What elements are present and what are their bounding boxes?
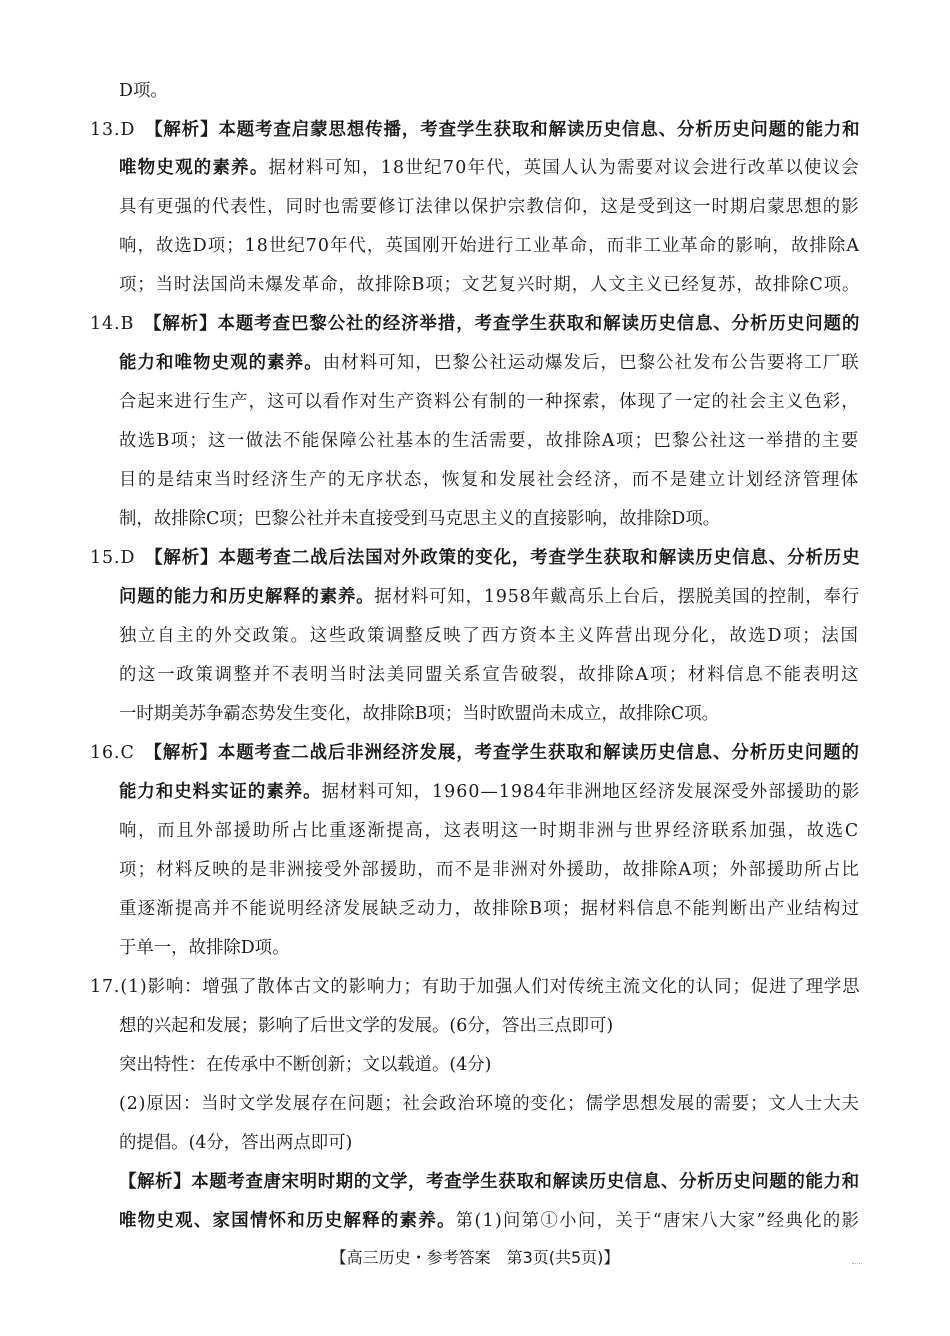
text-segment: 重逐渐提高并不能说明经济发展缺乏动力，故排除B项；据材料信息不能判断出产业结构过 [119,899,861,919]
text-line [119,194,860,220]
text-line [119,1091,860,1117]
bold-segment: 【解析】本题考查二战后法国对外政策的变化，考查学生获取和解读历史信息、分析历史 [153,548,861,568]
text-line [119,233,860,259]
text-line [119,584,860,610]
text-line [90,117,860,143]
text-segment: 据材料可知，18世纪70年代，英国人认为需要对议会进行改革以使议会 [268,158,861,178]
text-segment: 独立自主的外交政策。这些政策调整反映了西方资本主义阵营出现分化，故选D项；法国 [119,626,860,646]
text-line [119,896,860,922]
footer-label: 【高三历史・参考答案 第3页(共5页)】 [330,1248,620,1267]
footer-dots [852,1263,862,1267]
bold-segment: 能力和唯物史观的素养。 [119,353,323,373]
bold-segment: 【解析】本题考查唐宋明时期的文学，考查学生获取和解读历史信息、分析历史问题的能力和 [119,1172,860,1192]
text-segment: 具有更强的代表性，同时也需要修订法律以保护宗教信仰，这是受到这一时期启蒙思想的影 [119,197,860,217]
text-segment: 的这一政策调整并不表明当时法美同盟关系宣告破裂，故排除A项；材料信息不能表明这 [119,665,861,685]
text-segment: 响，而且外部援助所占比重逐渐提高，这表明这一时期非洲与世界经济联系加强，故选C [119,821,860,841]
bold-segment: 唯物史观的素养。 [119,158,269,178]
text-segment: 由材料可知，巴黎公社运动爆发后，巴黎公社发布公告要将工厂联 [322,353,860,373]
bold-segment: 问题的能力和历史解释的素养。 [119,587,375,607]
bold-segment: 能力和史料实证的素养。 [119,782,322,802]
text-line [119,701,719,727]
text-line [119,1169,860,1195]
bold-segment: 唯物史观、家国情怀和历史解释的素养。 [119,1211,456,1231]
text-line [119,818,860,844]
text-segment: 合起来进行生产，这可以看作对生产资料公有制的一种探索，体现了一定的社会主义色彩， [119,392,860,412]
text-segment: 据材料可知，1960—1984年非洲地区经济发展深受外部援助的影 [321,782,861,802]
text-segment: 目的是结束当时经济生产的无序状态，恢复和发展社会经济，而不是建立计划经济管理体 [119,470,860,490]
text-line [119,78,168,104]
text-segment: 项；当时法国尚未爆发革命，故排除B项；文艺复兴时期，人文主义已经复苏，故排除C项。 [119,275,861,295]
text-line [119,155,860,181]
text-line [119,428,860,454]
text-segment: 据材料可知，1958年戴高乐上台后，摆脱美国的控制，奉行 [374,587,861,607]
text-segment: 第(1)问第①小问，关于“唐宋八大家”经典化的影 [455,1211,861,1231]
text-segment: 16.C [90,743,154,763]
text-segment: 17.(1)影响：增强了散体古文的影响力；有助于加强人们对传统主流文化的认同；促进了理学思 [90,977,861,997]
text-line [119,350,860,376]
text-line [119,1130,352,1156]
text-segment: 突出特性：在传承中不断创新；文以载道。(4分) [119,1055,492,1075]
text-line [90,311,860,337]
text-line [119,272,860,298]
text-segment: (2)原因：当时文学发展存在问题；社会政治环境的变化；儒学思想发展的需要；文人士大夫 [119,1094,860,1114]
text-line [119,389,860,415]
text-line [119,779,860,805]
text-line [119,935,289,961]
bold-segment: 【解析】本题考查启蒙思想传播，考查学生获取和解读历史信息、分析历史问题的能力和 [153,120,861,140]
text-line [119,1208,860,1234]
text-segment: D项。 [119,81,168,101]
text-segment: 想的兴起和发展；影响了后世文学的发展。(6分，答出三点即可) [119,1016,614,1036]
text-line [90,740,860,766]
text-line [119,857,860,883]
text-line [119,506,720,532]
text-segment: 一时期美苏争霸态势发生变化，故排除B项；当时欧盟尚未成立，故排除C项。 [119,704,719,724]
text-segment: 13.D [90,120,154,140]
text-line [90,545,860,571]
text-segment: 14.B [90,314,153,334]
bold-segment: 【解析】本题考查二战后非洲经济发展，考查学生获取和解读历史信息、分析历史问题的 [153,743,860,763]
text-segment: 项；材料反映的是非洲接受外部援助，而不是非洲对外援助，故排除A项；外部援助所占比 [119,860,861,880]
text-line [119,623,860,649]
text-line [119,1013,613,1039]
bold-segment: 【解析】本题考查巴黎公社的经济举措，考查学生获取和解读历史信息、分析历史问题的 [152,314,861,334]
page-footer [0,1247,950,1269]
text-segment: 制，故排除C项；巴黎公社并未直接受到马克思主义的直接影响，故排除D项。 [119,509,721,529]
text-segment: 15.D [90,548,154,568]
text-segment: 的提倡。(4分，答出两点即可) [119,1133,353,1153]
text-segment: 响，故选D项；18世纪70年代，英国刚开始进行工业革命，而非工业革命的影响，故排除A [119,236,860,256]
text-segment: 故选B项；这一做法不能保障公社基本的生活需要，故排除A项；巴黎公社这一举措的主要 [119,431,860,451]
text-line [119,467,860,493]
text-line [90,974,860,1000]
text-line [119,662,860,688]
text-line [119,1052,491,1078]
text-segment: 于单一，故排除D项。 [119,938,290,958]
